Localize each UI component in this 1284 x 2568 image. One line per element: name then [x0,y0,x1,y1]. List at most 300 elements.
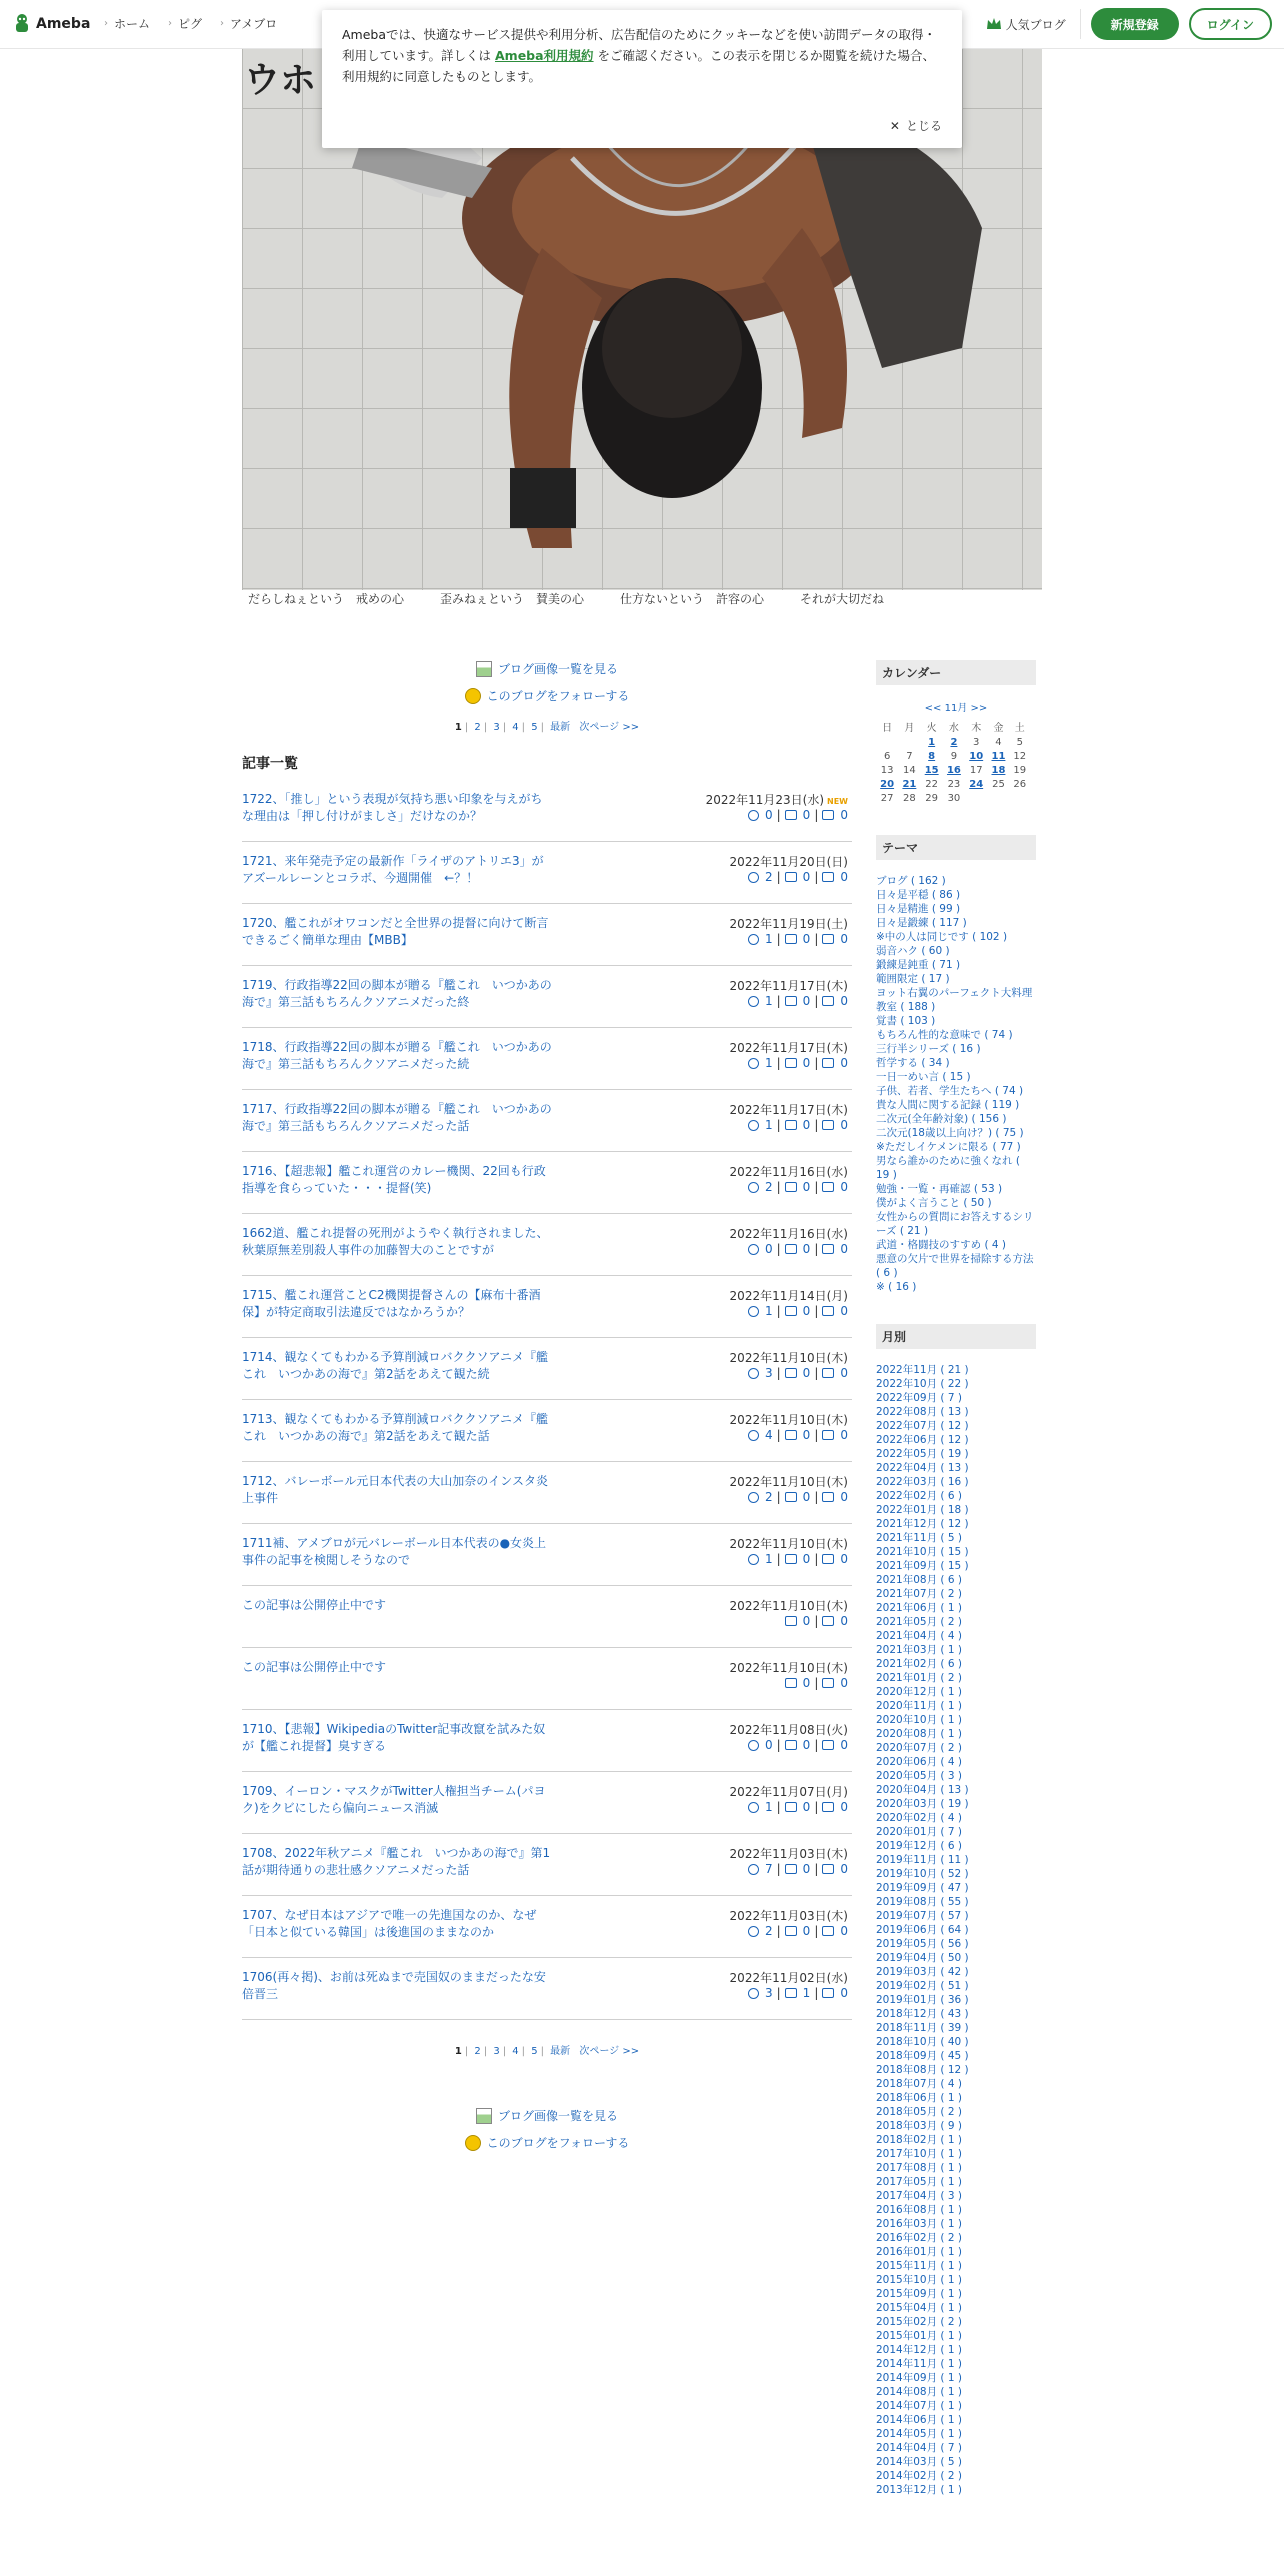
entry-like-count[interactable]: 7 [764,1862,773,1876]
stat-separator: | [776,1800,781,1814]
month-item[interactable]: 2021年04月 ( 4 ) [876,1630,962,1642]
entry-comment-count[interactable]: 0 [840,1490,848,1504]
month-item[interactable]: 2015年10月 ( 1 ) [876,2274,962,2286]
theme-item[interactable]: 鍛練是鈍重 ( 71 ) [876,959,961,971]
crown-icon [986,17,1002,31]
theme-item[interactable]: ※ただしイケメンに限る ( 77 ) [876,1141,1021,1153]
entry-title[interactable]: 1717、行政指導22回の脚本が贈る『艦これ いつかあの海で』第三話もちろんクソアニメだった話 [242,1102,552,1133]
month-item[interactable]: 2014年08月 ( 1 ) [876,2386,962,2398]
entry-stats [748,932,848,946]
image-icon [476,661,492,677]
entry-date [730,1969,848,1986]
comment-icon [822,1368,834,1378]
theme-item[interactable]: 武道・格闘技のすすめ ( 4 ) [876,1239,1006,1251]
entry-reblog-count[interactable]: 0 [802,1366,811,1380]
entry-row [242,1101,852,1152]
entry-reblog-count[interactable]: 0 [802,994,811,1008]
entry-comment-count[interactable]: 0 [840,808,848,822]
month-item[interactable]: 2018年06月 ( 1 ) [876,2092,962,2104]
theme-item[interactable]: 一日一めい言 ( 15 ) [876,1071,971,1083]
pager-page-4[interactable]: 4 [512,722,519,733]
calendar-day[interactable]: 1 [928,736,936,748]
month-item[interactable]: 2015年09月 ( 1 ) [876,2288,962,2300]
entry-comment-count[interactable]: 0 [840,1242,848,1256]
month-item[interactable]: 2015年02月 ( 2 ) [876,2316,962,2328]
entry-title[interactable]: 1720、艦これがオワコンだと全世界の提督に向けて断言できるごく簡単な理由【MBB】 [242,916,549,947]
entry-title[interactable]: 1722、「推し」という表現が気持ち悪い印象を与えがちな理由は「押し付けがましさ」だけなのか？ [242,792,543,823]
entry-title[interactable]: 1711補、アメブロが元バレーボール日本代表の●女炎上事件の記事を検閲しそうなので [242,1536,547,1567]
theme-item[interactable]: 男なら誰かのために強くなれ ( 19 ) [876,1155,1020,1181]
follow-label: このブログをフォローする [486,689,630,703]
ameba-logo[interactable] [12,12,90,36]
month-item[interactable]: 2021年02月 ( 6 ) [876,1658,962,1670]
pager-page-3[interactable]: 3 [493,722,500,733]
theme-item[interactable]: 二次元(全年齢対象) ( 156 ) [876,1113,1007,1125]
entry-reblog-count[interactable]: 1 [802,1986,811,2000]
like-icon [748,1864,759,1875]
pager-page-3[interactable]: 3 [493,2046,500,2057]
month-item[interactable]: 2017年05月 ( 1 ) [876,2176,962,2188]
terms-link[interactable]: Ameba利用規約 [495,48,594,63]
month-item[interactable]: 2018年02月 ( 1 ) [876,2134,962,2146]
month-item[interactable]: 2017年08月 ( 1 ) [876,2162,962,2174]
month-item[interactable]: 2015年11月 ( 1 ) [876,2260,962,2272]
month-item[interactable]: 2020年04月 ( 13 ) [876,1784,969,1796]
entry-comment-count[interactable]: 0 [840,1118,848,1132]
month-item[interactable]: 2021年05月 ( 2 ) [876,1616,962,1628]
entry-title[interactable]: 1713、観なくてもわかる予算削減ロバククソアニメ『艦これ いつかあの海で』第2話をあえて観た話 [242,1412,548,1443]
month-item[interactable]: 2021年09月 ( 15 ) [876,1560,969,1572]
pager-page-4[interactable]: 4 [512,2046,519,2057]
entry-date [730,1225,848,1242]
image-list-link[interactable] [242,2107,852,2124]
follow-link[interactable] [242,687,852,704]
calendar-week [876,749,1030,763]
entry-title[interactable]: 1707、なぜ日本はアジアで唯一の先進国なのか、なぜ「日本と似ている韓国」は後進国のままなのか [242,1908,537,1939]
month-item[interactable]: 2014年12月 ( 1 ) [876,2344,962,2356]
calendar-day: 14 [903,764,916,776]
calendar-day[interactable]: 20 [880,778,895,790]
calendar-day: 19 [1013,764,1027,776]
calendar-day[interactable]: 11 [991,750,1006,762]
entry-comment-count[interactable]: 0 [840,1738,848,1752]
month-item[interactable]: 2014年03月 ( 5 ) [876,2456,962,2468]
month-item[interactable]: 2022年06月 ( 12 ) [876,1434,969,1446]
reblog-icon [785,1368,797,1378]
entry-comment-count[interactable]: 0 [840,870,848,884]
calendar-day: 17 [969,764,983,776]
month-item[interactable]: 2017年10月 ( 1 ) [876,2148,962,2160]
theme-item[interactable]: 僕がよく言うこと ( 50 ) [876,1197,992,1209]
month-item[interactable]: 2018年05月 ( 2 ) [876,2106,962,2118]
month-item[interactable]: 2018年08月 ( 12 ) [876,2064,969,2076]
follow-link[interactable] [242,2134,852,2151]
month-item[interactable]: 2020年03月 ( 19 ) [876,1798,969,1810]
entry-like-count[interactable]: 1 [764,1118,773,1132]
month-item[interactable]: 2022年04月 ( 13 ) [876,1462,969,1474]
month-item[interactable]: 2022年01月 ( 18 ) [876,1504,969,1516]
month-item[interactable]: 2021年10月 ( 15 ) [876,1546,969,1558]
entry-stats [748,994,848,1008]
calendar-day[interactable]: 10 [969,750,984,762]
entry-title[interactable]: 1718、行政指導22回の脚本が贈る『艦これ いつかあの海で』第三話もちろんクソアニメだった続 [242,1040,552,1071]
entry-comment-count[interactable]: 0 [840,1862,848,1876]
entry-like-count[interactable]: 0 [764,1738,773,1752]
month-item[interactable]: 2020年01月 ( 7 ) [876,1826,962,1838]
month-item[interactable]: 2019年06月 ( 64 ) [876,1924,969,1936]
theme-item[interactable]: ※ ( 16 ) [876,1281,917,1293]
entry-reblog-count[interactable]: 0 [802,1118,811,1132]
entry-title[interactable]: この記事は公開停止中です [242,1598,387,1612]
entry-stats [785,1614,848,1628]
month-item[interactable]: 2014年09月 ( 1 ) [876,2372,962,2384]
entry-reblog-count[interactable]: 0 [802,1552,811,1566]
entry-title[interactable]: 1715、艦これ運営ことC2機関提督さんの【麻布十番酒保】が特定商取引法違反ではなかろうか？ [242,1288,541,1319]
entry-like-count[interactable]: 3 [764,1986,773,2000]
theme-item[interactable]: 範囲限定 ( 17 ) [876,973,950,985]
month-item[interactable]: 2014年02月 ( 2 ) [876,2470,962,2482]
stat-separator: | [814,1366,819,1380]
month-item[interactable]: 2013年12月 ( 1 ) [876,2484,962,2496]
theme-item[interactable]: ブログ ( 162 ) [876,875,946,887]
entry-reblog-count[interactable]: 0 [802,1676,811,1690]
month-item[interactable]: 2022年02月 ( 6 ) [876,1490,962,1502]
entry-like-count[interactable]: 1 [764,1304,773,1318]
month-item[interactable]: 2018年10月 ( 40 ) [876,2036,969,2048]
entry-comment-count[interactable]: 0 [840,1428,848,1442]
reblog-icon [785,1554,797,1564]
entry-row [242,1845,852,1896]
comment-icon [822,1430,834,1440]
entry-like-count[interactable]: 2 [764,1924,773,1938]
entry-title[interactable]: 1662道、艦これ提督の死刑がようやく執行されました、秋葉原無差別殺人事件の加藤智大のことですが [242,1226,549,1257]
month-item[interactable]: 2018年12月 ( 43 ) [876,2008,969,2020]
entry-row [242,1969,852,2020]
theme-item[interactable]: ※中の人は同じです ( 102 ) [876,931,1008,943]
entry-comment-count[interactable]: 0 [840,1366,848,1380]
entry-title[interactable]: 1712、バレーボール元日本代表の大山加奈のインスタ炎上事件 [242,1474,548,1505]
month-item[interactable]: 2019年03月 ( 42 ) [876,1966,969,1978]
entry-like-count[interactable]: 2 [764,1490,773,1504]
nav-pigg[interactable] [168,15,202,32]
entry-comment-count[interactable]: 0 [840,1304,848,1318]
entry-stats [748,1366,848,1380]
entry-stats [748,870,848,884]
calendar-week [876,791,1030,805]
popular-blog-link[interactable] [986,9,1081,39]
like-icon [748,1740,759,1751]
month-item[interactable]: 2019年11月 ( 11 ) [876,1854,969,1866]
login-button[interactable]: ログイン [1189,8,1272,40]
theme-item[interactable]: 女性からの質問にお答えするシリーズ ( 21 ) [876,1211,1034,1237]
entry-title[interactable]: 1710、【悲報】WikipediaのTwitter記事改竄を試みた奴が【艦これ提督】臭すぎる [242,1722,546,1753]
calendar-day[interactable]: 2 [950,736,958,748]
theme-item[interactable]: 勉強・一覧・再確認 ( 53 ) [876,1183,1003,1195]
entry-title[interactable]: 1719、行政指導22回の脚本が贈る『艦これ いつかあの海で』第三話もちろんクソアニメだった終 [242,978,552,1009]
monthly-list [876,1363,1036,2497]
month-item[interactable]: 2022年10月 ( 22 ) [876,1378,969,1390]
entry-date-text: 2022年11月10日(木) [729,1351,848,1365]
month-item[interactable]: 2014年11月 ( 1 ) [876,2358,962,2370]
entry-title[interactable]: 1708、2022年秋アニメ『艦これ いつかあの海で』第1話が期待通りの悲壮感クソアニメだった話 [242,1846,551,1877]
calendar-day: 4 [995,736,1002,748]
stat-separator: | [776,1552,781,1566]
month-item[interactable]: 2020年10月 ( 1 ) [876,1714,962,1726]
nav-ameblo[interactable] [220,15,277,32]
pager-page-2[interactable]: 2 [474,2046,481,2057]
pager-page-1[interactable]: 1 [454,2046,462,2057]
pager-next[interactable]: 次ページ >> [579,2046,640,2057]
month-item[interactable]: 2022年08月 ( 13 ) [876,1406,969,1418]
month-item[interactable]: 2019年08月 ( 55 ) [876,1896,969,1908]
month-item[interactable]: 2018年07月 ( 4 ) [876,2078,962,2090]
register-button[interactable]: 新規登録 [1091,8,1179,40]
entry-stats [748,1986,848,2000]
entry-row [242,977,852,1028]
calendar-day [965,791,987,805]
theme-item[interactable]: 日々是平穏 ( 86 ) [876,889,961,901]
entry-date-text: 2022年11月08日(火) [729,1723,848,1737]
month-item[interactable]: 2021年01月 ( 2 ) [876,1672,962,1684]
month-item[interactable]: 2022年09月 ( 7 ) [876,1392,962,1404]
month-item[interactable]: 2019年01月 ( 36 ) [876,1994,969,2006]
entry-date-text: 2022年11月20日(日) [729,855,848,869]
calendar-day[interactable]: 15 [924,764,939,776]
comment-icon [822,1182,834,1192]
stat-separator: | [776,808,781,822]
entry-like-count[interactable]: 2 [764,870,773,884]
entry-reblog-count[interactable]: 0 [802,1304,811,1318]
entry-reblog-count[interactable]: 0 [802,870,811,884]
theme-item[interactable]: 貴な人間に関する記録 ( 119 ) [876,1099,1020,1111]
month-item[interactable]: 2020年07月 ( 2 ) [876,1742,962,1754]
entry-like-count[interactable]: 3 [764,1366,773,1380]
month-item[interactable]: 2019年09月 ( 47 ) [876,1882,969,1894]
stat-separator: | [814,1800,819,1814]
stat-separator: | [814,1676,819,1690]
stat-separator: | [814,1862,819,1876]
month-item[interactable]: 2021年03月 ( 1 ) [876,1644,962,1656]
month-item[interactable]: 2016年01月 ( 1 ) [876,2246,962,2258]
entry-title[interactable]: 1714、観なくてもわかる予算削減ロバククソアニメ『艦これ いつかあの海で』第2話をあえて観た続 [242,1350,548,1381]
entry-comment-count[interactable]: 0 [840,1180,848,1194]
theme-item[interactable]: 覚書 ( 103 ) [876,1015,936,1027]
theme-item[interactable]: 日々是鍛練 ( 117 ) [876,917,967,929]
entry-stats [748,1180,848,1194]
entry-reblog-count[interactable]: 0 [802,1180,811,1194]
entry-like-count[interactable]: 0 [764,1242,773,1256]
theme-item[interactable]: ヨット右翼のパーフェクト大料理教室 ( 188 ) [876,987,1033,1013]
like-icon [748,1244,759,1255]
blog-title[interactable]: ウホ [244,59,317,101]
entry-like-count[interactable]: 1 [764,1552,773,1566]
entry-date [730,1039,848,1056]
month-item[interactable]: 2016年08月 ( 1 ) [876,2204,962,2216]
entry-like-count[interactable]: 4 [764,1428,773,1442]
entry-comment-count[interactable]: 0 [840,932,848,946]
entry-reblog-count[interactable]: 0 [802,1738,811,1752]
month-item[interactable]: 2021年08月 ( 6 ) [876,1574,962,1586]
cookie-close-button[interactable] [890,117,942,134]
entry-date [730,1907,848,1924]
entry-date-text: 2022年11月10日(木) [729,1599,848,1613]
bottom-links [242,2107,852,2151]
theme-item[interactable]: 哲学する ( 34 ) [876,1057,950,1069]
entry-reblog-count[interactable]: 0 [802,1490,811,1504]
month-item[interactable]: 2016年03月 ( 1 ) [876,2218,962,2230]
month-item[interactable]: 2020年02月 ( 4 ) [876,1812,962,1824]
entry-comment-count[interactable]: 0 [840,1676,848,1690]
entry-date [730,853,848,870]
reblog-icon [785,1678,797,1688]
entry-like-count[interactable]: 1 [764,1056,773,1070]
pager-next[interactable]: 次ページ >> [579,722,640,733]
month-item[interactable]: 2022年05月 ( 19 ) [876,1448,969,1460]
entry-date-text: 2022年11月02日(水) [729,1971,848,1985]
theme-list [876,874,1036,1294]
entry-reblog-count[interactable]: 0 [802,1428,811,1442]
month-item[interactable]: 2019年05月 ( 56 ) [876,1938,969,1950]
reblog-icon [785,810,797,820]
stat-separator: | [776,1056,781,1070]
entry-like-count[interactable]: 1 [764,994,773,1008]
entry-like-count[interactable]: 1 [764,932,773,946]
pager-page-5[interactable]: 5 [531,2046,538,2057]
theme-item[interactable]: 二次元(18歳以上向け？) ( 75 ) [876,1127,1024,1139]
entry-title[interactable]: 1706(再々掲)、お前は死ぬまで売国奴のままだったな安倍晋三 [242,1970,546,2001]
calendar-day: 13 [880,764,894,776]
entry-comment-count[interactable]: 0 [840,1614,848,1628]
nav-home[interactable] [104,15,150,32]
month-item[interactable]: 2020年05月 ( 3 ) [876,1770,962,1782]
month-item[interactable]: 2014年07月 ( 1 ) [876,2400,962,2412]
month-item[interactable]: 2022年07月 ( 12 ) [876,1420,969,1432]
theme-item[interactable]: 子供、若者、学生たちへ ( 74 ) [876,1085,1024,1097]
month-item[interactable]: 2021年12月 ( 12 ) [876,1518,969,1530]
entry-title[interactable]: 1716、【超悲報】艦これ運営のカレー機関、22回も行政指導を食らっていた・・・提督(笑) [242,1164,546,1195]
theme-item[interactable]: もちろん性的な意味で ( 74 ) [876,1029,1013,1041]
entry-comment-count[interactable]: 0 [840,1986,848,2000]
month-item[interactable]: 2018年03月 ( 9 ) [876,2120,962,2132]
month-item[interactable]: 2014年04月 ( 7 ) [876,2442,962,2454]
month-item[interactable]: 2016年02月 ( 2 ) [876,2232,962,2244]
calendar-prev[interactable]: << [924,703,942,714]
month-item[interactable]: 2014年06月 ( 1 ) [876,2414,962,2426]
image-list-link[interactable] [242,660,852,677]
calendar-day: 27 [880,792,894,804]
entry-date [730,977,848,994]
month-item[interactable]: 2021年06月 ( 1 ) [876,1602,962,1614]
month-item[interactable]: 2021年07月 ( 2 ) [876,1588,962,1600]
calendar-week [876,777,1030,791]
entry-title[interactable]: 1709、イーロン・マスクがTwitter人権担当チーム(パヨク)をクビにしたら偏向ニュース消滅 [242,1784,546,1815]
entry-row [242,1349,852,1400]
entry-stats [748,1304,848,1318]
entry-comment-count[interactable]: 0 [840,1552,848,1566]
calendar-table [876,718,1030,805]
stat-separator: | [776,1180,781,1194]
entry-reblog-count[interactable]: 0 [802,1242,811,1256]
month-item[interactable]: 2022年11月 ( 21 ) [876,1364,969,1376]
month-item[interactable]: 2019年12月 ( 6 ) [876,1840,962,1852]
entry-stats [748,1738,848,1752]
theme-item[interactable]: 三行半シリーズ ( 16 ) [876,1043,981,1055]
pager-latest[interactable]: 最新 [550,2046,571,2057]
entry-title[interactable]: 1721、来年発売予定の最新作「ライザのアトリエ3」がアズールレーンとコラボ、今週開催 ←？！ [242,854,544,885]
stat-separator: | [814,808,819,822]
month-item[interactable]: 2018年09月 ( 45 ) [876,2050,969,2062]
entry-reblog-count[interactable]: 0 [802,932,811,946]
calendar-day [876,735,898,749]
entry-comment-count[interactable]: 0 [840,1056,848,1070]
theme-item[interactable]: 日々是精進 ( 99 ) [876,903,961,915]
monthly-heading: 月別 [876,1324,1036,1349]
month-item[interactable]: 2019年02月 ( 51 ) [876,1980,969,1992]
month-item[interactable]: 2022年03月 ( 16 ) [876,1476,969,1488]
calendar-day[interactable]: 24 [969,778,984,790]
month-item[interactable]: 2020年08月 ( 1 ) [876,1728,962,1740]
pager-latest[interactable]: 最新 [550,722,571,733]
month-item[interactable]: 2020年06月 ( 4 ) [876,1756,962,1768]
entry-stats [748,808,848,822]
entry-comment-count[interactable]: 0 [840,1924,848,1938]
month-item[interactable]: 2015年04月 ( 1 ) [876,2302,962,2314]
entry-comment-count[interactable]: 0 [840,1800,848,1814]
entry-reblog-count[interactable]: 0 [802,1614,811,1628]
nav-ameblo-label: アメブロ [230,17,278,31]
month-item[interactable]: 2019年10月 ( 52 ) [876,1868,969,1880]
calendar-weekday: 水 [948,723,959,734]
like-icon [748,1802,759,1813]
entry-reblog-count[interactable]: 0 [802,1862,811,1876]
pager-page-2[interactable]: 2 [474,722,481,733]
entry-title[interactable]: この記事は公開停止中です [242,1660,387,1674]
entry-row [242,1535,852,1586]
calendar-week [876,735,1030,749]
main-column [242,660,852,2161]
month-item[interactable]: 2020年12月 ( 1 ) [876,1686,962,1698]
calendar-day[interactable]: 18 [991,764,1006,776]
theme-item[interactable]: 悪意の欠片で世界を掃除する方法 ( 6 ) [876,1253,1034,1279]
month-item[interactable]: 2014年05月 ( 1 ) [876,2428,962,2440]
pager-page-1[interactable]: 1 [454,722,462,733]
month-item[interactable]: 2021年11月 ( 5 ) [876,1532,962,1544]
entry-reblog-count[interactable]: 0 [802,1800,811,1814]
follow-icon [465,2135,481,2151]
entry-reblog-count[interactable]: 0 [802,1056,811,1070]
calendar-day[interactable]: 16 [946,764,961,776]
theme-item[interactable]: 弱音ハク ( 60 ) [876,945,950,957]
month-item[interactable]: 2019年07月 ( 57 ) [876,1910,969,1922]
pager-page-5[interactable]: 5 [531,722,538,733]
month-item[interactable]: 2015年01月 ( 1 ) [876,2330,962,2342]
entry-like-count[interactable]: 1 [764,1800,773,1814]
month-item[interactable]: 2019年04月 ( 50 ) [876,1952,969,1964]
entry-reblog-count[interactable]: 0 [802,1924,811,1938]
entry-like-count[interactable]: 2 [764,1180,773,1194]
month-item[interactable]: 2017年04月 ( 3 ) [876,2190,962,2202]
entry-row [242,1473,852,1524]
entry-like-count[interactable]: 0 [764,808,773,822]
month-item[interactable]: 2020年11月 ( 1 ) [876,1700,962,1712]
entry-date-text: 2022年11月10日(木) [729,1475,848,1489]
calendar-day[interactable]: 8 [928,750,936,762]
entry-comment-count[interactable]: 0 [840,994,848,1008]
entry-reblog-count[interactable]: 0 [802,808,811,822]
calendar-next[interactable]: >> [970,703,988,714]
calendar-day[interactable]: 21 [902,778,917,790]
month-item[interactable]: 2018年11月 ( 39 ) [876,2022,969,2034]
